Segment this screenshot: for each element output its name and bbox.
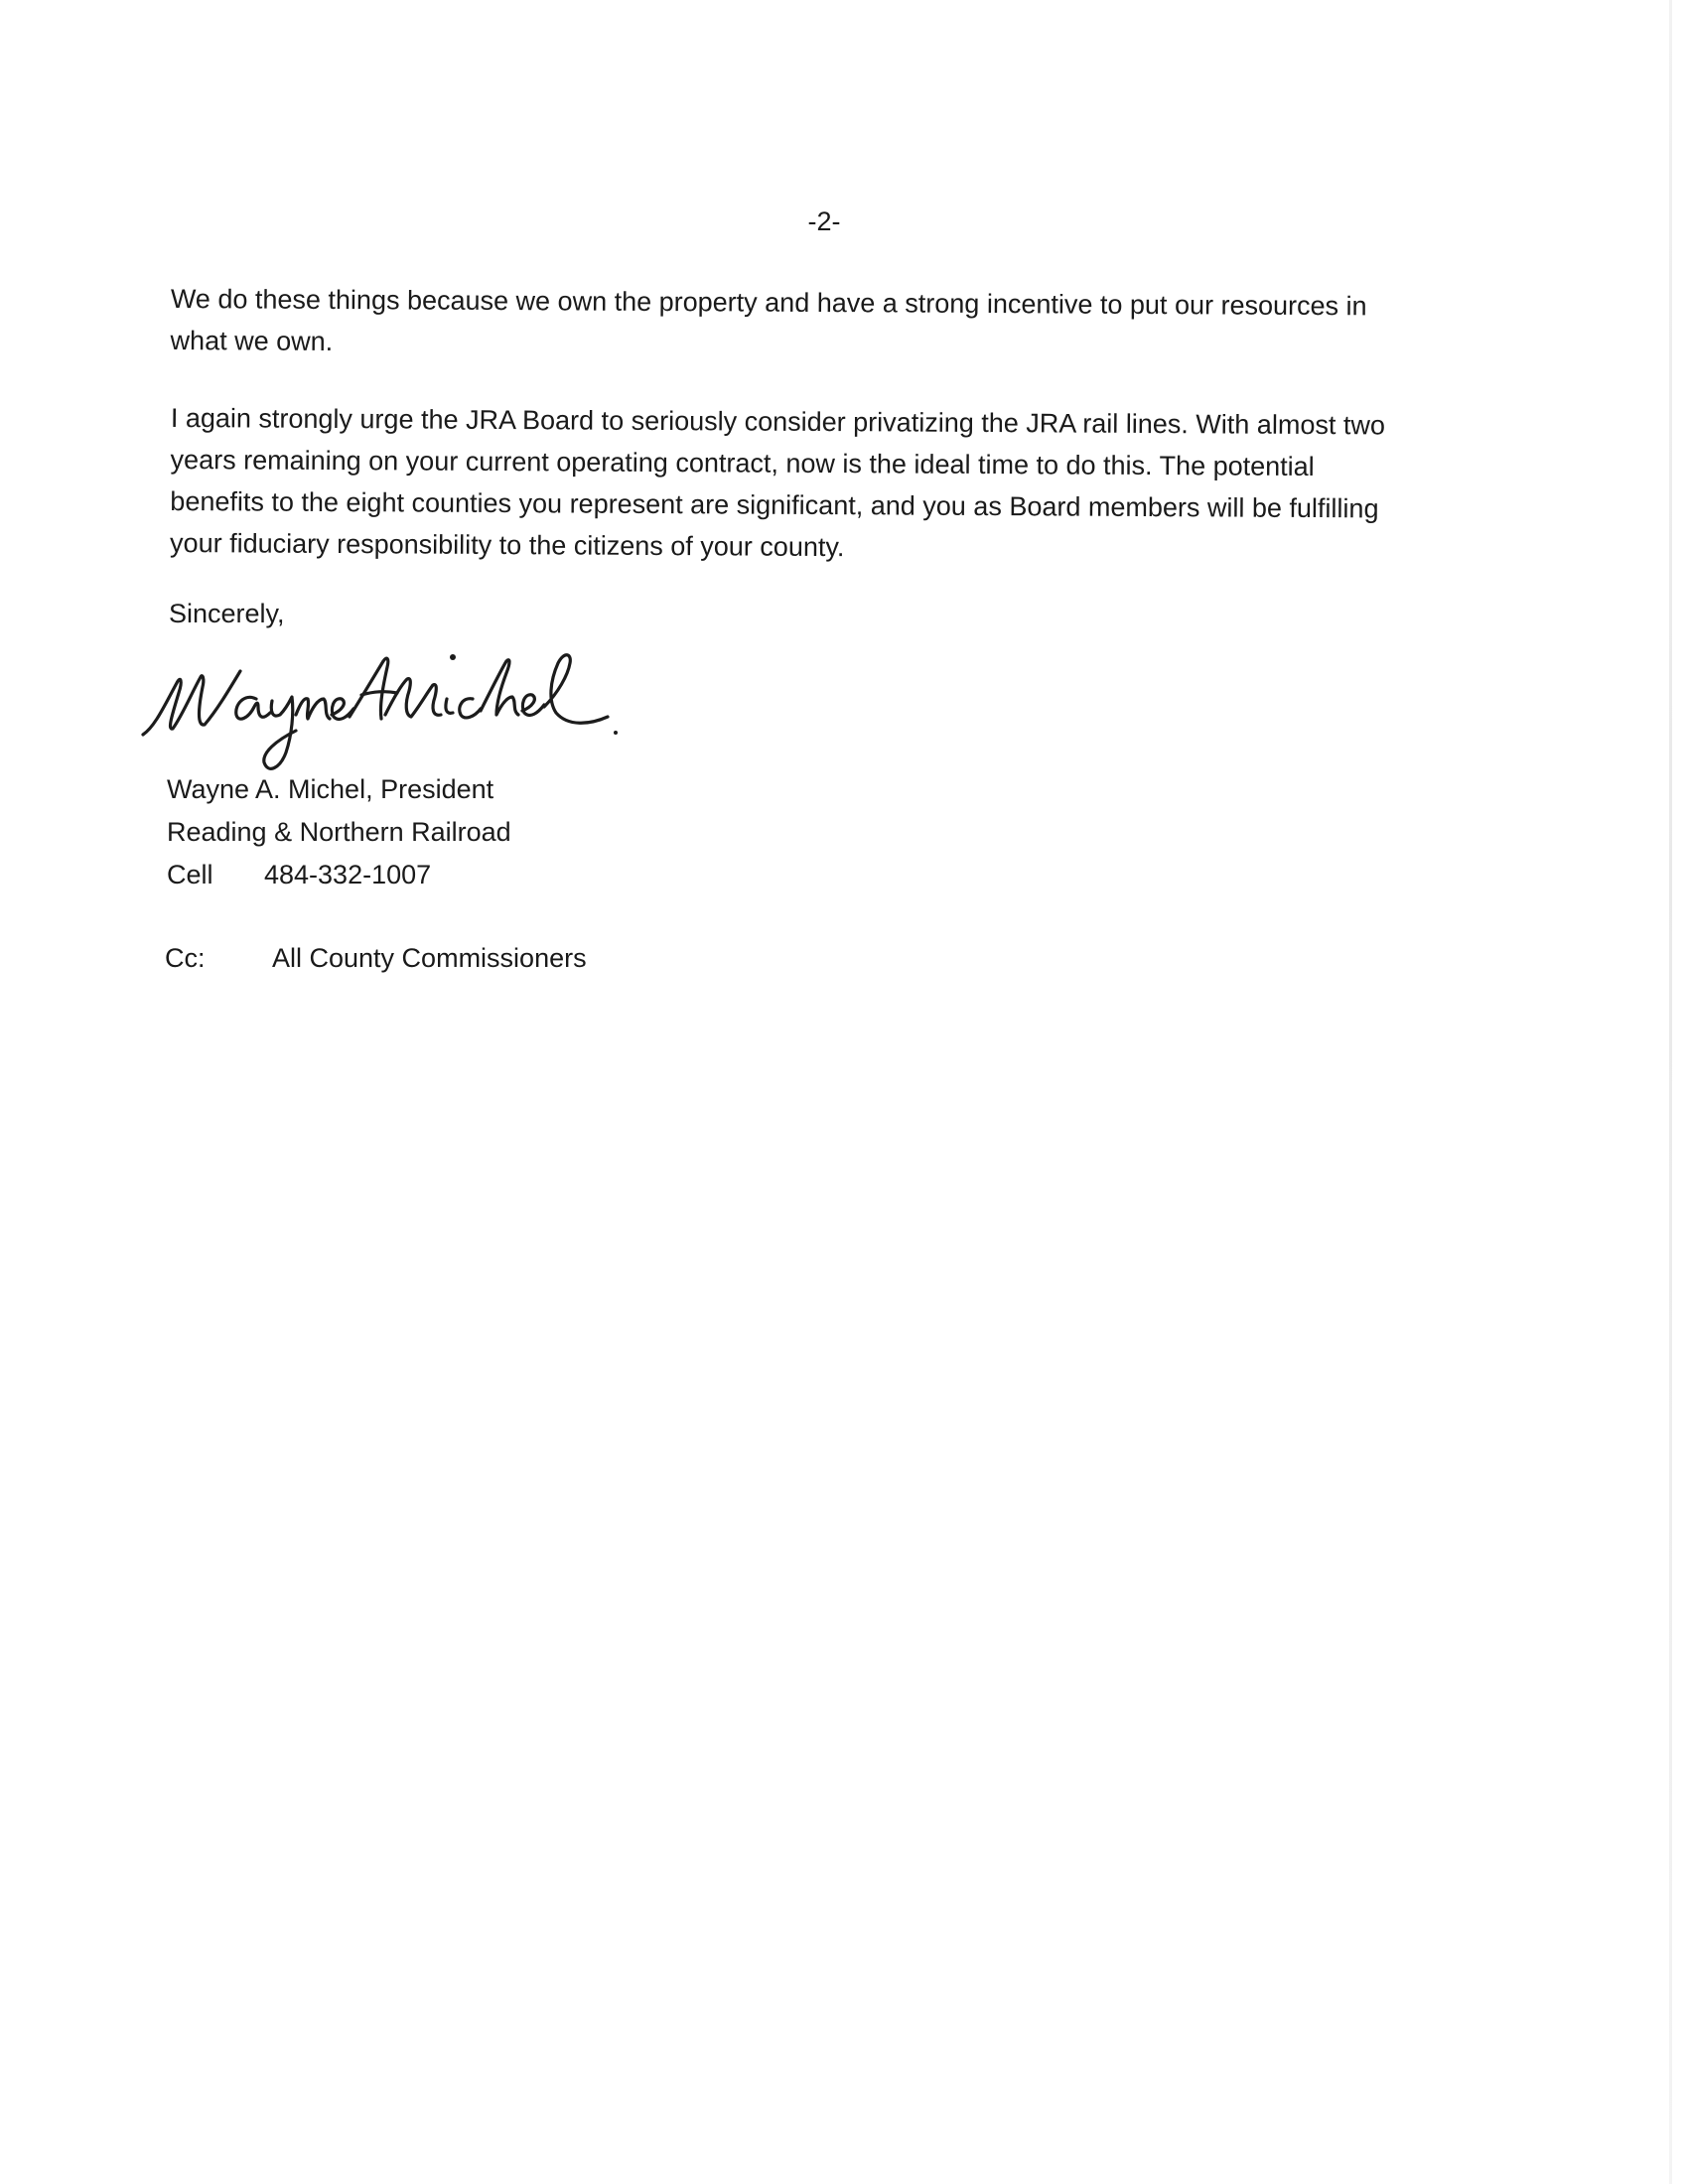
scan-edge (1669, 0, 1672, 2184)
closing: Sincerely, (169, 599, 285, 628)
paragraph-1 (170, 278, 1461, 369)
paragraph-line: We do these things because we own the property and have a strong incentive to put our resources in (170, 283, 1367, 322)
phone-label: Cell (167, 860, 213, 889)
paragraph-line: I again strongly urge the JRA Board to seriously consider privatizing the JRA rail lines. With almost two (170, 402, 1386, 441)
signer-phone-row (167, 854, 511, 896)
paragraph-2 (170, 397, 1462, 572)
cc-recipients: All County Commissioners (272, 943, 587, 973)
paragraph-line: benefits to the eight counties you represent are significant, and you as Board members will be fulfilling (170, 485, 1379, 524)
signer-company: Reading & Northern Railroad (167, 817, 511, 847)
phone-number: 484-332-1007 (264, 860, 432, 889)
paragraph-line: your fiduciary responsibility to the citizens of your county. (170, 527, 845, 563)
cc-label: Cc: (165, 943, 206, 973)
paragraph-line: years remaining on your current operating contract, now is the ideal time to do this. The potential (170, 444, 1315, 482)
signature-block (167, 768, 511, 896)
paragraph-line: what we own. (170, 325, 334, 356)
cc-line (165, 943, 587, 974)
page-number: -2- (807, 206, 841, 236)
signer-name-title: Wayne A. Michel, President (167, 774, 494, 804)
